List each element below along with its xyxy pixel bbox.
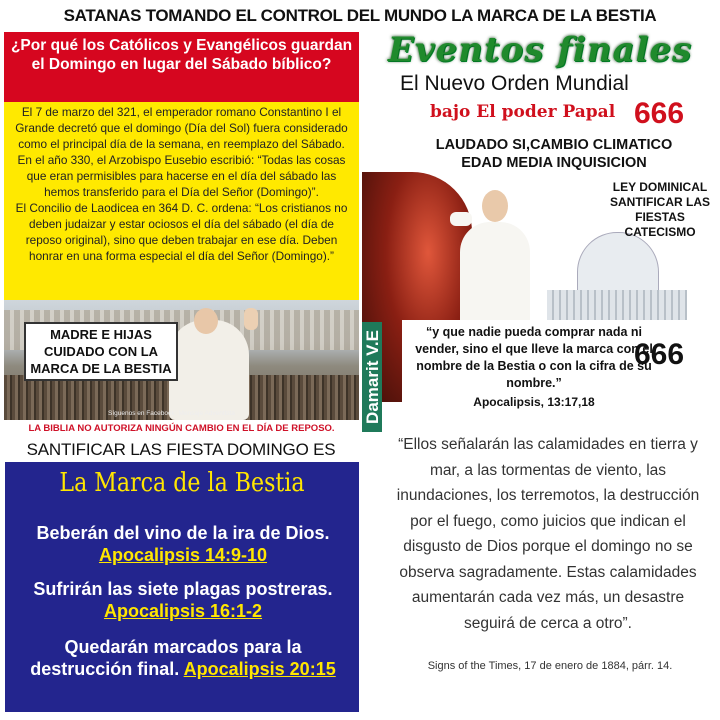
mark-of-beast-panel	[5, 462, 359, 712]
verse-2-text: Sufrirán las siete plagas postreras.	[33, 579, 333, 599]
verse-1	[13, 522, 353, 566]
facebook-credit: Síguenos en Facebook: Mensaje Adventista	[108, 410, 235, 417]
verse-1-text: Beberán del vino de la ira de Dios.	[36, 523, 330, 543]
nuevo-orden-heading: El Nuevo Orden Mundial	[400, 72, 629, 95]
laudado-text: LAUDADO SI,CAMBIO CLIMATICO EDAD MEDIA INQUISICION	[435, 137, 673, 171]
papal-power-text: bajo El poder Papal	[430, 102, 616, 122]
warning-box: MADRE E HIJAS CUIDADO CON LA MARCA DE LA BESTIA	[24, 322, 178, 381]
history-paragraph-1: El 7 de marzo del 321, el emperador romano Constantino I el Grande decretó que el domingo (Día del Sol) fuera considerado como el principal día de la semana, en reemplazo del Sábado. En el año 330, el Arzobispo Eusebio escribió: “Todas las cosas que eran permisibles para hacerse en el día del sábado las hemos transferido para el Día del Señor (Domingo)”.	[15, 105, 348, 199]
pope-head-shape	[194, 308, 218, 334]
number-666-bottom: 666	[634, 338, 685, 371]
verse-3-ref: Apocalipsis 20:15	[183, 659, 336, 679]
mark-title: La Marca de la Bestia	[59, 468, 305, 498]
panel-header: ¿Por qué los Católicos y Evangélicos guardan el Domingo en lugar del Sábado bíblico?	[4, 32, 359, 102]
pope-robe-shape	[460, 222, 530, 332]
quote-source: Signs of the Times, 17 de enero de 1884, párr. 14.	[427, 660, 673, 672]
calamities-quote: “Ellos señalarán las calamidades en tierra y mar, a las tormentas de viento, las inundaciones, los terremotos, la destrucción por el fuego, como juicios que indican el disgusto de Dios porque el domingo no se observa sagradamente. Estas calamidades aumentarán cada vez más, un desastre seguirá de cerca a otro”.	[396, 436, 700, 632]
eventos-title: Eventos finales	[387, 32, 693, 70]
pope-arm-shape	[450, 212, 472, 226]
pope-image	[450, 182, 540, 332]
history-paragraph-2: El Concilio de Laodicea en 364 D. C. ordena: “Los cristianos no deben judaizar y estar ociosos el día del sábado (el día de reposo original), sino que deben trabajar en ese día. Deben honrar en una forma especial el día del Señor (Domingo).”	[15, 201, 348, 263]
pope-robe-shape	[169, 320, 249, 420]
sabbath-info-panel	[4, 32, 359, 437]
capitol-dome-shape	[577, 232, 659, 294]
end-times-panel	[362, 32, 718, 437]
verse-3-text: Quedarán marcados para la destrucción final.	[30, 637, 302, 679]
santificar-heading: SANTIFICAR LAS FIESTA DOMINGO ES	[26, 440, 336, 459]
verse-2	[13, 578, 353, 622]
pope-hand-shape	[244, 308, 258, 330]
history-text	[10, 104, 353, 264]
verse-2-ref: Apocalipsis 16:1-2	[103, 601, 263, 621]
collage-title: SATANAS TOMANDO EL CONTROL DEL MUNDO LA MARCA DE LA BESTIA	[63, 6, 657, 25]
ley-dominical-text: LEY DOMINICAL SANTIFICAR LAS FIESTAS CATECISMO	[610, 180, 710, 239]
verse-3	[13, 636, 353, 680]
verse-1-ref: Apocalipsis 14:9-10	[98, 545, 268, 565]
revelation-quote: “y que nadie pueda comprar nada ni vender, sino el que lleve la marca con el nombre de la Bestia o con la cifra de su nombre.”	[415, 325, 653, 390]
quote-reference: Apocalipsis, 13:17,18	[473, 395, 595, 409]
pope-head-shape	[482, 190, 508, 222]
number-666-top: 666	[634, 97, 685, 130]
panel-footer: LA BIBLIA NO AUTORIZA NINGÚN CAMBIO EN EL DÍA DE REPOSO.	[4, 420, 359, 437]
damarit-signature: Damarit V.E	[363, 330, 382, 424]
